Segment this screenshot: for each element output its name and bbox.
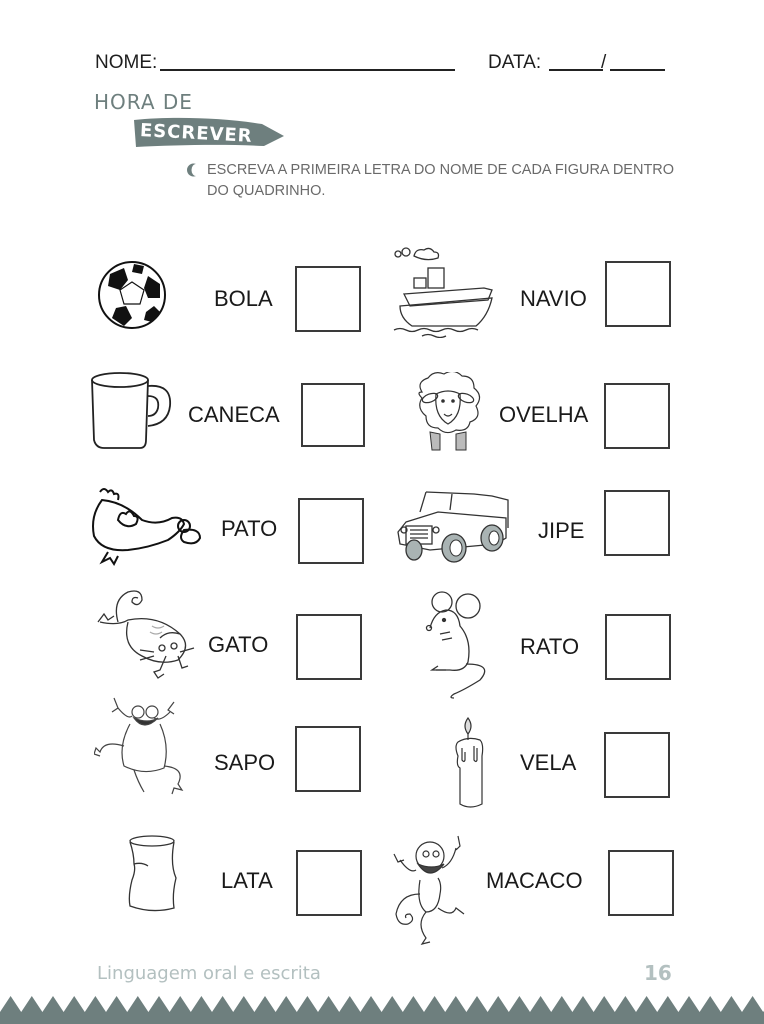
date-separator: / [601,52,607,73]
word-label: MACACO [486,868,583,893]
word-label: BOLA [214,286,273,311]
answer-box[interactable] [296,850,362,916]
word-label: CANECA [188,402,280,427]
word-label: JIPE [538,518,585,543]
instruction-text: ESCREVA A PRIMEIRA LETRA DO NOME DE CADA FIGURA DENTRO DO QUADRINHO. [207,162,675,199]
answer-box[interactable] [605,614,671,680]
date-label: DATA: [488,52,542,73]
section-banner [134,116,286,148]
answer-box[interactable] [301,383,365,447]
word-label: LATA [221,868,273,893]
answer-box[interactable] [604,383,670,449]
section-title: HORA DE [94,90,193,114]
section-banner-label: ESCREVER [139,120,254,147]
cat-icon [88,586,196,686]
answer-box[interactable] [295,726,361,792]
answer-box[interactable] [604,732,670,798]
candle-icon [452,716,488,810]
monkey-icon [386,834,474,946]
date-month-field[interactable] [610,69,665,71]
answer-box[interactable] [608,850,674,916]
name-field[interactable] [160,69,455,71]
name-label: NOME: [95,52,158,73]
duck-icon [88,486,206,566]
soccer-ball-icon [96,260,168,330]
zigzag-border [0,994,764,1024]
jeep-icon [396,488,512,564]
word-label: VELA [520,750,577,775]
crescent-bullet-icon [187,163,199,177]
answer-box[interactable] [604,490,670,556]
mug-icon [88,370,176,450]
page-number: 16 [644,961,672,985]
date-day-field[interactable] [549,69,603,71]
answer-box[interactable] [605,261,671,327]
answer-box[interactable] [298,498,364,564]
word-label: SAPO [214,750,276,775]
word-label: NAVIO [520,286,587,311]
word-label: OVELHA [499,402,589,427]
answer-box[interactable] [295,266,361,332]
sheep-icon [412,372,486,456]
word-label: GATO [208,632,269,657]
word-label: RATO [520,634,580,659]
word-label: PATO [221,516,278,541]
answer-box[interactable] [296,614,362,680]
ship-icon [392,246,502,338]
frog-icon [94,696,194,796]
footer-subject: Linguagem oral e escrita [97,963,321,984]
mouse-icon [424,590,510,700]
can-icon [126,834,178,912]
